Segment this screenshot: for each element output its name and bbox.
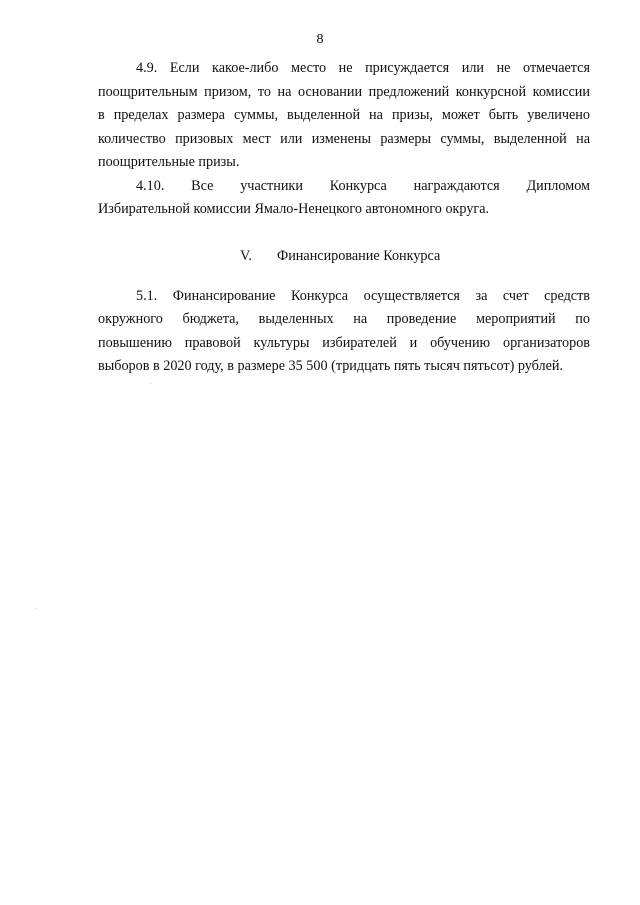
paragraph-line: поощрительным призом, то на основании предложений конкурсной комиссии xyxy=(98,83,590,100)
paragraph-line: в пределах размера суммы, выделенной на призы, может быть увеличено xyxy=(98,107,590,123)
paragraph-line: повышению правовой культуры избирателей и обучению организаторов xyxy=(98,334,590,351)
paragraph-line: поощрительные призы. xyxy=(98,154,240,170)
scan-speck xyxy=(150,383,151,384)
paragraph-line: 5.1. Финансирование Конкурса осуществляется за счет средств xyxy=(136,287,590,304)
scan-speck xyxy=(35,608,36,609)
paragraph-4-10 xyxy=(98,175,590,222)
paragraph-line: выборов в 2020 году, в размере 35 500 (тридцать пять тысяч пятьсот) рублей. xyxy=(98,358,564,374)
paragraph-line: 4.9. Если какое-либо место не присуждается или не отмечается xyxy=(136,60,590,76)
paragraph-line: 4.10. Все участники Конкурса награждаются Дипломом xyxy=(136,177,590,194)
paragraph-line: окружного бюджета, выделенных на проведение мероприятий по xyxy=(98,311,590,327)
section-title: Финансирование Конкурса xyxy=(277,247,441,264)
paragraph-4-9 xyxy=(98,57,590,175)
page-number: 8 xyxy=(316,32,324,47)
section-number: V. xyxy=(240,247,252,264)
paragraph-line: количество призовых мест или изменены размеры суммы, выделенной на xyxy=(98,130,590,147)
section-heading xyxy=(98,244,590,268)
document-body xyxy=(98,57,590,379)
paragraph-5-1 xyxy=(98,285,590,379)
paragraph-line: Избирательной комиссии Ямало-Ненецкого автономного округа. xyxy=(98,201,490,217)
